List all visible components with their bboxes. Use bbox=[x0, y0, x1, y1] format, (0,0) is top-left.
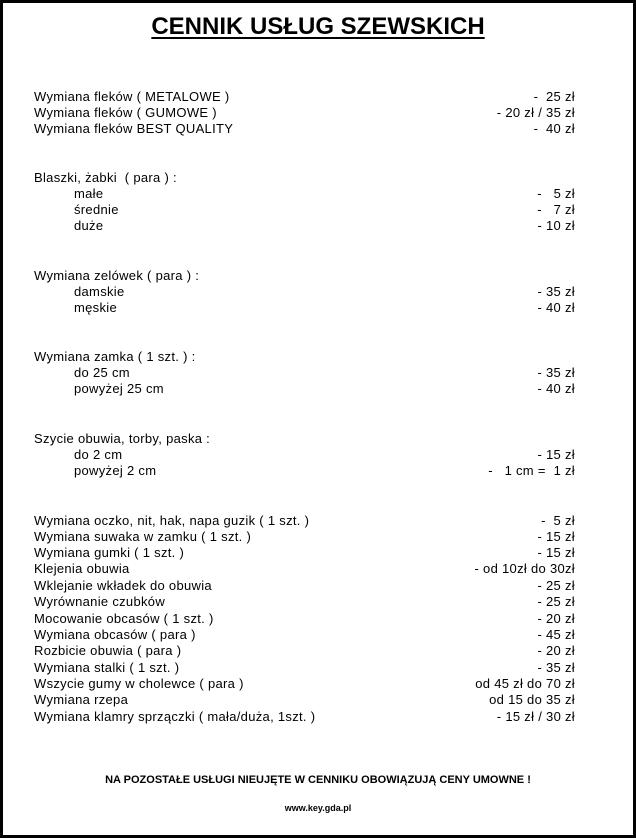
service-label: Wymiana oczko, nit, hak, napa guzik ( 1 szt. ) bbox=[34, 513, 310, 528]
service-price: - 45 zł bbox=[537, 627, 575, 642]
service-price: od 15 do 35 zł bbox=[489, 692, 575, 707]
service-price: - 1 cm = 1 zł bbox=[488, 463, 575, 478]
service-price: - 15 zł / 30 zł bbox=[496, 709, 575, 724]
list-item bbox=[34, 186, 575, 202]
service-label: Klejenia obuwia bbox=[34, 561, 130, 576]
section-heading bbox=[34, 268, 575, 284]
list-item bbox=[34, 692, 575, 708]
service-label: powyżej 2 cm bbox=[74, 463, 157, 478]
list-item bbox=[34, 513, 575, 529]
service-label: do 2 cm bbox=[74, 447, 123, 462]
service-price: - 5 zł bbox=[537, 186, 575, 201]
service-label: męskie bbox=[74, 300, 117, 315]
list-item bbox=[34, 300, 575, 316]
list-item bbox=[34, 218, 575, 234]
list-item bbox=[34, 381, 575, 397]
service-label: Wymiana stalki ( 1 szt. ) bbox=[34, 660, 180, 675]
service-price: - 10 zł bbox=[537, 218, 575, 233]
service-price: - 20 zł bbox=[537, 611, 575, 626]
service-label: Wklejanie wkładek do obuwia bbox=[34, 578, 212, 593]
service-price: - 40 zł bbox=[537, 300, 575, 315]
service-price: od 45 zł do 70 zł bbox=[475, 676, 575, 691]
section-heading-label: Wymiana zamka ( 1 szt. ) : bbox=[34, 349, 196, 364]
service-label: Wymiana suwaka w zamku ( 1 szt. ) bbox=[34, 529, 252, 544]
section-heading bbox=[34, 431, 575, 447]
list-item bbox=[34, 365, 575, 381]
service-price: - 15 zł bbox=[537, 545, 575, 560]
list-item bbox=[34, 611, 575, 627]
service-label: Mocowanie obcasów ( 1 szt. ) bbox=[34, 611, 214, 626]
list-item bbox=[34, 202, 575, 218]
service-label: Rozbicie obuwia ( para ) bbox=[34, 643, 182, 658]
service-price: - 40 zł bbox=[533, 121, 575, 136]
section-heading bbox=[34, 349, 575, 365]
service-price: - 25 zł bbox=[537, 578, 575, 593]
list-item bbox=[34, 545, 575, 561]
section-heading-label: Szycie obuwia, torby, paska : bbox=[34, 431, 211, 446]
service-label: Wymiana rzepa bbox=[34, 692, 129, 707]
list-item bbox=[34, 463, 575, 479]
service-label: Wymiana gumki ( 1 szt. ) bbox=[34, 545, 185, 560]
list-item bbox=[34, 529, 575, 545]
service-label: Wymiana fleków ( GUMOWE ) bbox=[34, 105, 217, 120]
service-label: małe bbox=[74, 186, 104, 201]
service-price: - 40 zł bbox=[537, 381, 575, 396]
list-item bbox=[34, 284, 575, 300]
service-price: - 15 zł bbox=[537, 529, 575, 544]
list-item bbox=[34, 121, 575, 137]
service-label: Wymiana fleków BEST QUALITY bbox=[34, 121, 234, 136]
service-price: - od 10zł do 30zł bbox=[474, 561, 575, 576]
service-price: - 35 zł bbox=[537, 365, 575, 380]
list-item bbox=[34, 643, 575, 659]
service-label: Wymiana klamry sprzączki ( mała/duża, 1szt. ) bbox=[34, 709, 316, 724]
service-price: - 35 zł bbox=[537, 660, 575, 675]
service-label: Wymiana fleków ( METALOWE ) bbox=[34, 89, 230, 104]
list-item bbox=[34, 447, 575, 463]
list-item bbox=[34, 709, 575, 725]
list-item bbox=[34, 105, 575, 121]
section-heading-label: Blaszki, żabki ( para ) : bbox=[34, 170, 177, 185]
section-heading-label: Wymiana zelówek ( para ) : bbox=[34, 268, 200, 283]
service-price: - 5 zł bbox=[541, 513, 575, 528]
service-price: - 20 zł bbox=[537, 643, 575, 658]
page-title: CENNIK USŁUG SZEWSKICH bbox=[151, 13, 485, 40]
service-label: Wymiana obcasów ( para ) bbox=[34, 627, 196, 642]
service-price: - 25 zł bbox=[537, 594, 575, 609]
list-item bbox=[34, 676, 575, 692]
list-item bbox=[34, 594, 575, 610]
service-label: duże bbox=[74, 218, 104, 233]
service-label: Wyrównanie czubków bbox=[34, 594, 166, 609]
list-item bbox=[34, 627, 575, 643]
service-label: do 25 cm bbox=[74, 365, 130, 380]
service-price: - 15 zł bbox=[537, 447, 575, 462]
section-heading bbox=[34, 170, 575, 186]
service-price: - 20 zł / 35 zł bbox=[496, 105, 575, 120]
footer-note: NA POZOSTAŁE USŁUGI NIEUJĘTE W CENNIKU OBOWIĄZUJĄ CENY UMOWNE ! bbox=[105, 774, 531, 786]
service-label: damskie bbox=[74, 284, 125, 299]
service-price: - 7 zł bbox=[537, 202, 575, 217]
website-link[interactable]: www.key.gda.pl bbox=[284, 803, 352, 813]
list-item bbox=[34, 660, 575, 676]
service-price: - 25 zł bbox=[533, 89, 575, 104]
service-price: - 35 zł bbox=[537, 284, 575, 299]
service-label: Wszycie gumy w cholewce ( para ) bbox=[34, 676, 244, 691]
list-item bbox=[34, 578, 575, 594]
service-label: średnie bbox=[74, 202, 119, 217]
service-label: powyżej 25 cm bbox=[74, 381, 164, 396]
list-item bbox=[34, 89, 575, 105]
list-item bbox=[34, 561, 575, 577]
